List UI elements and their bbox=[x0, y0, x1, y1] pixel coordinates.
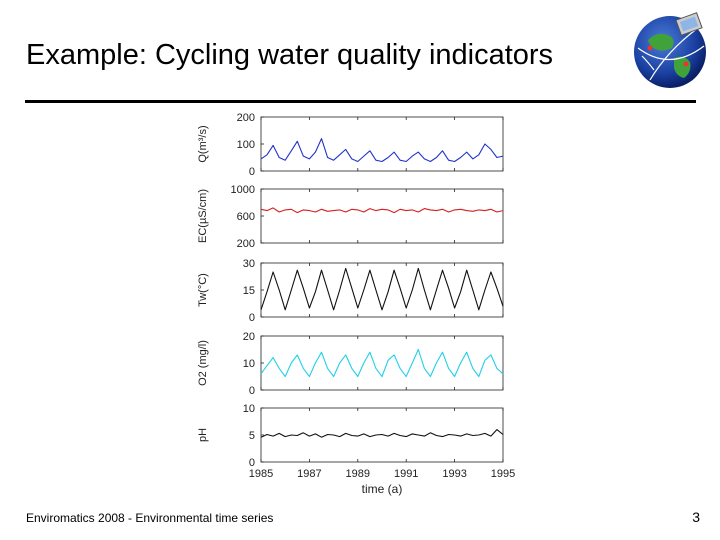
y-tick-label: 0 bbox=[248, 457, 255, 469]
x-tick-label: 1993 bbox=[442, 468, 467, 480]
panel-frame bbox=[261, 117, 503, 171]
y-tick-label: 100 bbox=[236, 139, 255, 151]
y-axis-label: O2 (mg/l) bbox=[197, 340, 209, 386]
chart-area bbox=[180, 104, 525, 504]
y-tick-label: 200 bbox=[236, 112, 255, 124]
y-tick-label: 20 bbox=[242, 331, 255, 343]
y-tick-label: 0 bbox=[248, 166, 255, 178]
panel-frame bbox=[261, 189, 503, 243]
stacked-line-chart bbox=[180, 104, 525, 504]
x-axis-label: time (a) bbox=[361, 482, 403, 496]
title-rule bbox=[25, 100, 696, 103]
y-axis-label: pH bbox=[197, 427, 209, 443]
y-tick-label: 600 bbox=[236, 211, 255, 223]
panel-frame bbox=[261, 336, 503, 390]
series-line bbox=[261, 430, 503, 438]
y-tick-label: 1000 bbox=[230, 184, 255, 196]
x-tick-label: 1989 bbox=[345, 468, 371, 480]
x-tick-label: 1991 bbox=[393, 468, 419, 480]
series-line bbox=[261, 268, 503, 309]
series-line bbox=[261, 350, 503, 377]
globe-icon bbox=[628, 10, 710, 92]
y-tick-label: 0 bbox=[248, 312, 255, 324]
slide-title: Example: Cycling water quality indicators bbox=[26, 39, 554, 71]
y-tick-label: 0 bbox=[248, 385, 255, 397]
footer-text: Enviromatics 2008 - Environmental time series bbox=[26, 511, 274, 525]
y-axis-label: EC(µS/cm) bbox=[197, 188, 209, 244]
y-tick-label: 10 bbox=[242, 358, 255, 370]
x-tick-label: 1985 bbox=[248, 468, 274, 480]
y-tick-label: 10 bbox=[242, 403, 255, 415]
y-tick-label: 30 bbox=[242, 258, 255, 270]
series-line bbox=[261, 208, 503, 213]
x-tick-label: 1987 bbox=[297, 468, 322, 480]
y-tick-label: 200 bbox=[236, 238, 255, 250]
x-tick-label: 1995 bbox=[490, 468, 516, 480]
y-axis-label: Tw(°C) bbox=[197, 273, 209, 307]
y-axis-label: Q(m³/s) bbox=[197, 125, 209, 163]
series-line bbox=[261, 139, 503, 162]
y-tick-label: 5 bbox=[248, 430, 255, 442]
y-tick-label: 15 bbox=[242, 285, 255, 297]
page-number: 3 bbox=[692, 509, 700, 525]
